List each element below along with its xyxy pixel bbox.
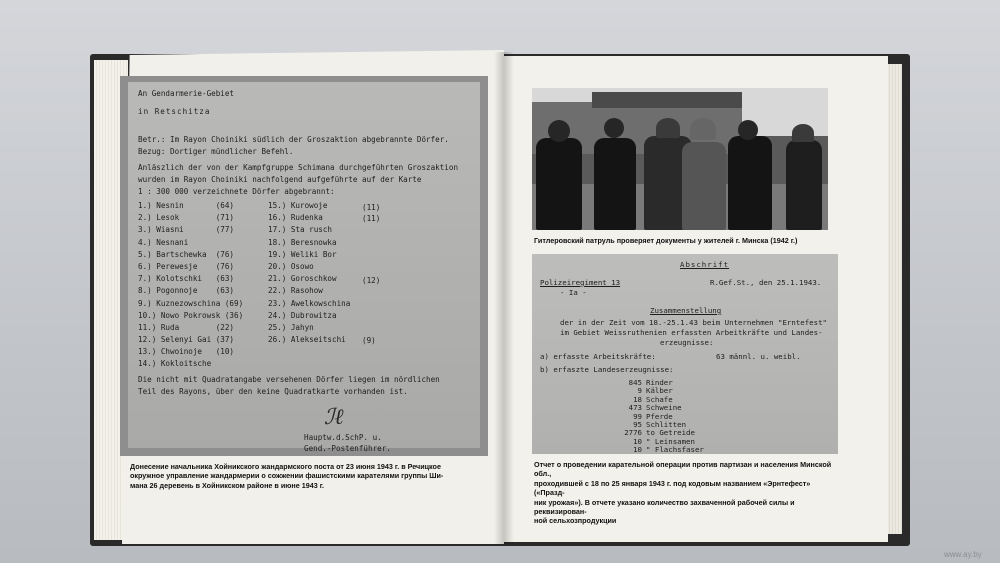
left-document-photo — [120, 76, 488, 456]
goods-name: Pferde — [646, 411, 673, 421]
photo-figure — [656, 118, 680, 138]
photo-figure — [682, 142, 726, 230]
village-entry: 12.) Selenyi Gai (37) — [138, 335, 235, 345]
goods-qty: 845 — [628, 378, 642, 387]
goods-qty: 2776 — [624, 428, 642, 438]
goods-qty: 95 — [633, 419, 642, 429]
doc-title: Zusammenstellung — [650, 306, 722, 315]
doc-header: Abschrift — [680, 260, 730, 269]
goods-row — [616, 420, 704, 428]
village-entry: 23.) Awelkowschina — [268, 298, 351, 308]
caption-line: мана 26 деревень в Хойникском районе в июне 1943 г. — [130, 480, 324, 490]
village-entry: 24.) Dubrowitza — [268, 310, 337, 320]
photo-figure — [728, 136, 772, 230]
patrol-photo — [532, 88, 828, 230]
goods-qty: 18 — [633, 394, 642, 404]
photo-figure — [594, 138, 636, 230]
doc-line: wurden im Rayon Choiniki nachfolgend aufgeführte auf der Karte — [138, 175, 422, 184]
doc-line: in Retschitza — [138, 107, 211, 116]
goods-qty: 99 — [633, 411, 642, 421]
photo-figure — [548, 120, 570, 142]
goods-row — [616, 403, 704, 411]
village-entry: 26.) Alekseitschi — [268, 335, 346, 345]
caption-line: Отчет о проведении карательной операции против партизан и населения Минской обл., — [534, 460, 832, 479]
goods-name: Schweine — [646, 403, 682, 413]
goods-row — [616, 437, 704, 445]
goods-name: Rinder — [646, 378, 673, 387]
village-entry: 9.) Kuznezowschina (69) — [138, 298, 244, 308]
village-list-left — [138, 200, 243, 371]
photo-figure — [786, 140, 822, 230]
goods-name: " Leinsamen — [646, 436, 695, 446]
doc-line: Anläszlich der von der Kampfgruppe Schimana durchgeführten Groszaktion — [138, 163, 459, 172]
doc-place-date: R.Gef.St., den 25.1.1943. — [710, 278, 822, 287]
village-entry: 25.) Jahyn — [268, 322, 314, 332]
photo-roof — [592, 92, 742, 108]
goods-list — [616, 378, 704, 454]
caption-line: окружное управление жандармерии о сожжении фашистскими карателями группы Ши- — [130, 471, 444, 481]
signature-line: Gend.-Postenführer. — [304, 444, 391, 453]
village-entry: 20.) Osowo — [268, 261, 314, 271]
caption-line: ной сельхозпродукции — [534, 516, 617, 526]
left-caption — [130, 462, 500, 490]
doc-item-a-value: 63 männl. u. weibl. — [716, 352, 801, 361]
photo-figure — [604, 118, 624, 138]
doc-intro: erzeugnisse: — [660, 338, 714, 347]
doc-item-b: b) erfaszte Landeserzeugnisse: — [540, 365, 674, 374]
goods-row — [616, 395, 704, 403]
village-entry: 10.) Nowo Pokrowsk (36) — [138, 310, 244, 320]
goods-name: Kälber — [646, 386, 673, 396]
doc-line: An Gendarmerie-Gebiet — [138, 89, 235, 98]
left-document-paper — [128, 82, 480, 453]
handwritten-signature: ℐℓ — [324, 405, 344, 430]
goods-name: Schafe — [646, 394, 673, 404]
photo-figure — [536, 138, 582, 230]
right-document-photo — [532, 254, 838, 454]
goods-name: " Flachsfaser — [646, 445, 704, 455]
watermark: www.ay.by — [944, 550, 982, 559]
goods-row — [616, 378, 704, 386]
signature-line: Hauptw.d.SchP. u. — [304, 433, 382, 442]
village-entry: 19.) Weliki Bor — [268, 249, 337, 259]
caption-line: Донесение начальника Хойникского жандармского поста от 23 июня 1943 г. в Речицкое — [130, 462, 441, 471]
village-entry: 6.) Perewesje (76) — [138, 261, 235, 271]
goods-qty: 9 — [637, 386, 642, 396]
village-entry: 2.) Lesok (71) — [138, 213, 235, 223]
village-entry: 15.) Kurowoje — [268, 201, 328, 210]
goods-name: Schlitten — [646, 419, 687, 429]
doc-intro: im Gebiet Weissruthenien erfassten Arbeitkräfte und Landes- — [560, 328, 823, 337]
caption-line: ник урожая»). В отчете указано количество захваченной рабочей силы и реквизирован- — [534, 497, 795, 517]
margin-number: (11) — [362, 203, 381, 212]
village-entry: 3.) Wiasni (77) — [138, 225, 235, 235]
village-entry: 21.) Goroschkow — [268, 274, 337, 284]
village-entry: 14.) Kokloitsche — [138, 359, 212, 369]
goods-row — [616, 412, 704, 420]
caption-line: проходившей с 18 по 25 января 1943 г. под кодовым названием «Эрнтефест» («Празд- — [534, 478, 811, 498]
goods-qty: 10 — [633, 445, 642, 455]
goods-row — [616, 428, 704, 436]
photo-figure — [690, 118, 716, 140]
village-entry: 7.) Kolotschki (63) — [138, 274, 235, 284]
village-entry: 11.) Ruda (22) — [138, 322, 235, 332]
doc-closing-line: Die nicht mit Quadratangabe versehenen Dörfer liegen im nördlichen — [138, 375, 440, 384]
doc-intro: der in der Zeit vom 18.-25.1.43 beim Unternehmen "Erntefest" — [560, 318, 827, 327]
village-entry: 18.) Beresnowka — [268, 237, 337, 247]
doc-line: Betr.: Im Rayon Choiniki südlich der Groszaktion abgebrannte Dörfer. — [138, 135, 449, 144]
right-caption — [534, 460, 834, 526]
village-entry: 1.) Nesnin (64) — [138, 201, 235, 210]
margin-number: (11) — [362, 214, 381, 223]
margin-number: (9) — [362, 336, 376, 345]
doc-line: Bezug: Dortiger mündlicher Befehl. — [138, 147, 294, 156]
doc-item-a: a) erfasste Arbeitskräfte: — [540, 352, 656, 361]
village-entry: 13.) Chwoinoje (10) — [138, 347, 235, 357]
photo-figure — [792, 124, 814, 142]
village-entry: 4.) Nesnani — [138, 237, 189, 247]
village-list-right — [268, 200, 350, 346]
goods-row — [616, 445, 704, 453]
goods-qty: 473 — [628, 403, 642, 413]
doc-dept: - Ia - — [560, 288, 587, 297]
doc-regiment: Polizeiregiment 13 — [540, 278, 621, 287]
doc-line: 1 : 300 000 verzeichnete Dörfer abgebrannt: — [138, 187, 335, 196]
margin-number: (12) — [362, 276, 381, 285]
village-entry: 16.) Rudenka — [268, 213, 323, 223]
photo-caption: Гитлеровский патруль проверяет документы у жителей г. Минска (1942 г.) — [534, 236, 798, 245]
goods-name: to Getreide — [646, 428, 695, 438]
goods-row — [616, 386, 704, 394]
village-entry: 22.) Rasohow — [268, 286, 323, 296]
village-entry: 5.) Bartschewka (76) — [138, 249, 235, 259]
doc-closing-line: Teil des Rayons, über den keine Quadratkarte vorhanden ist. — [138, 387, 408, 396]
village-entry: 17.) Sta rusch — [268, 225, 333, 235]
photo-figure — [738, 120, 758, 140]
village-entry: 8.) Pogonnoje (63) — [138, 286, 235, 296]
goods-qty: 10 — [633, 436, 642, 446]
